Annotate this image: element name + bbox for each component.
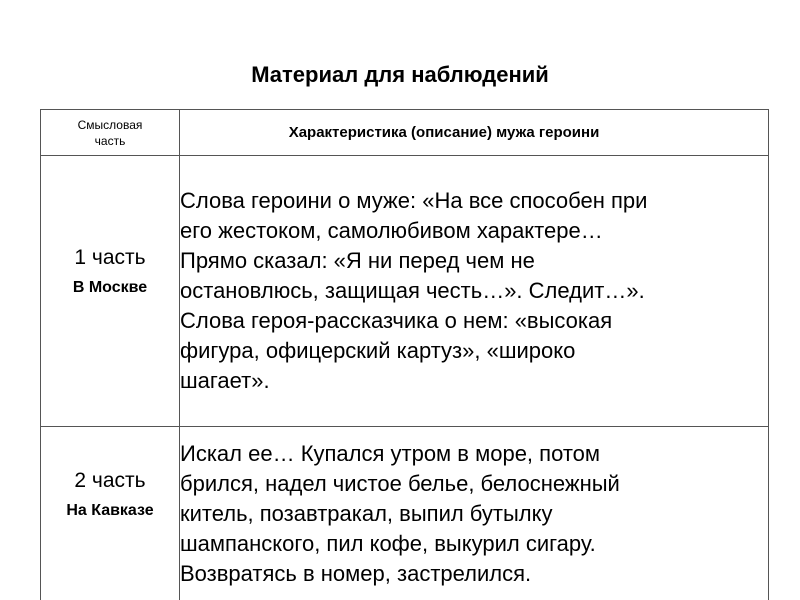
part-place: В Москве [72, 279, 148, 296]
description-line: брился, надел чистое белье, белоснежный [180, 471, 620, 496]
description-line: остановлюсь, защищая честь…». Следит…». [180, 278, 645, 303]
description-line: Прямо сказал: «Я ни перед чем не [180, 248, 535, 273]
header-characteristic: Характеристика (описание) мужа героини [180, 110, 769, 156]
part-number: 2 часть [74, 469, 146, 492]
table-row [41, 427, 769, 600]
header-semantic-part-line1: Смысловая [77, 117, 143, 132]
header-semantic-part-line2: часть [94, 133, 126, 148]
table-header-row [41, 110, 769, 156]
description-line: Слова героини о муже: «На все способен при [180, 188, 648, 213]
observation-table [40, 109, 769, 600]
part-cell [41, 427, 180, 600]
header-semantic-part [41, 110, 180, 156]
part-number: 1 часть [74, 246, 146, 269]
description-line: китель, позавтракал, выпил бутылку [180, 501, 553, 526]
description-cell [180, 156, 769, 427]
table-row [41, 156, 769, 427]
description-line: фигура, офицерский картуз», «широко [180, 338, 576, 363]
description-line: шампанского, пил кофе, выкурил сигару. [180, 531, 596, 556]
description-line: его жестоком, самолюбивом характере… [180, 218, 603, 243]
description-cell [180, 427, 769, 600]
description-line: Возвратясь в номер, застрелился. [180, 561, 532, 586]
part-place: На Кавказе [66, 502, 154, 519]
part-cell [41, 156, 180, 427]
page-title: Материал для наблюдений [251, 62, 549, 87]
description-line: Искал ее… Купался утром в море, потом [180, 441, 601, 466]
description-line: Слова героя-рассказчика о нем: «высокая [180, 308, 613, 333]
description-line: шагает». [180, 368, 270, 393]
